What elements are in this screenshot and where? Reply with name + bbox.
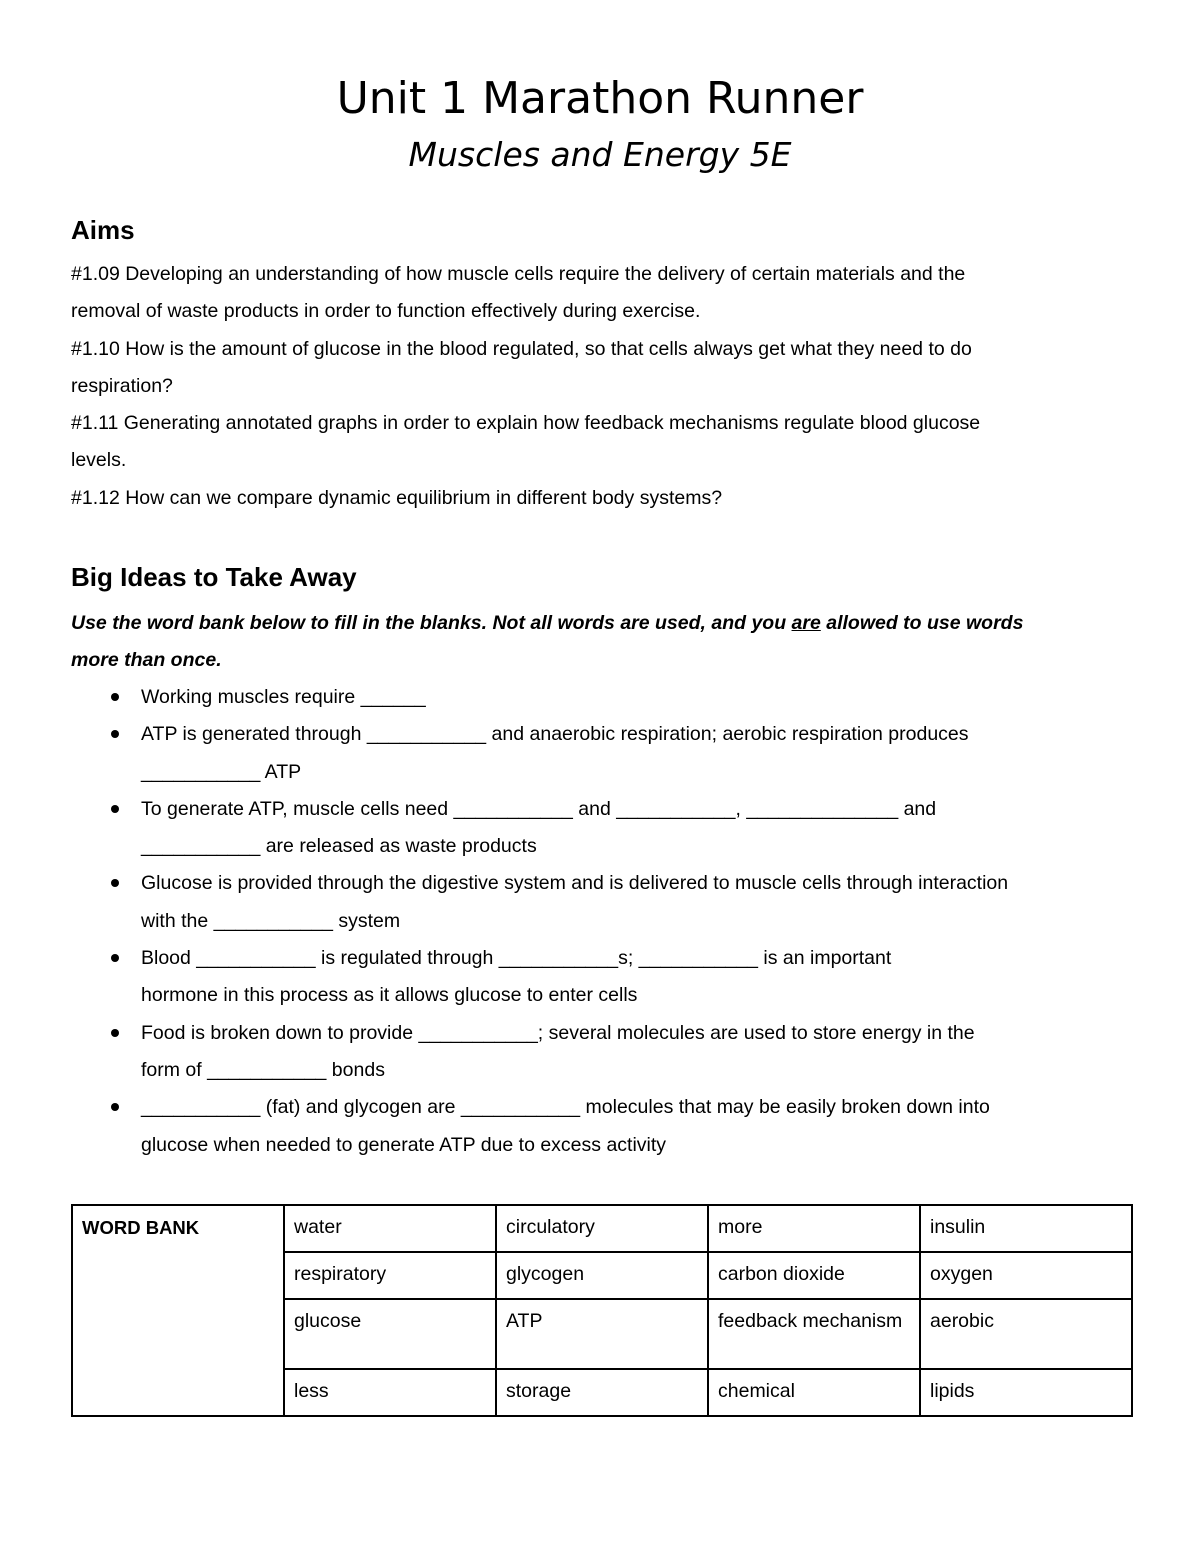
bullet-line: form of ___________ bonds [141, 1058, 385, 1081]
bullet-line: Food is broken down to provide ___________; several molecules are used to store energy in the [141, 1021, 975, 1044]
instruction-text: Use the word bank below to fill in the blanks. Not all words are used, and you [71, 612, 792, 634]
bullet-item [71, 679, 1008, 716]
aim-line: levels. [71, 449, 127, 472]
bullet-line: glucose when needed to generate ATP due to excess activity [141, 1133, 667, 1156]
aim-line: respiration? [71, 374, 173, 397]
bullet-line: Glucose is provided through the digestive system and is delivered to muscle cells through interaction [141, 872, 1009, 895]
big-ideas-heading: Big Ideas to Take Away [71, 562, 357, 592]
aim-line: #1.10 How is the amount of glucose in the blood regulated, so that cells always get what they need to do [71, 337, 972, 360]
aim-item [71, 331, 980, 406]
word-bank-cell: insulin [920, 1205, 1132, 1252]
aim-line: #1.09 Developing an understanding of how muscle cells require the delivery of certain materials and the [71, 263, 966, 285]
word-bank-cell: more [708, 1205, 920, 1252]
word-bank-cell: lipids [920, 1369, 1132, 1416]
instruction-text: allowed to use words [820, 612, 1024, 634]
word-bank-label: WORD BANK [72, 1205, 284, 1416]
aims-list [71, 256, 980, 517]
page-subtitle: Muscles and Energy 5E [408, 135, 792, 174]
word-bank-table [71, 1204, 1133, 1417]
bullet-item [71, 716, 1008, 791]
instructions [71, 605, 1023, 680]
page-title: Unit 1 Marathon Runner [336, 73, 864, 124]
bullet-line: with the ___________ system [141, 909, 401, 932]
word-bank-cell: feedback mechanism [708, 1299, 920, 1369]
instruction-text: more than once. [71, 649, 222, 672]
bullet-line: hormone in this process as it allows glucose to enter cells [141, 984, 638, 1007]
word-bank-cell: glycogen [496, 1252, 708, 1299]
bullet-item [71, 1015, 1008, 1090]
aim-line: #1.12 How can we compare dynamic equilibrium in different body systems? [71, 486, 723, 509]
word-bank-cell: circulatory [496, 1205, 708, 1252]
bullet-item [71, 940, 1008, 1015]
aims-heading: Aims [71, 215, 135, 245]
word-bank-cell: storage [496, 1369, 708, 1416]
bullet-line: To generate ATP, muscle cells need ___________ and ___________, ______________ and [141, 797, 937, 820]
bullet-icon [111, 693, 119, 701]
word-bank-cell: glucose [284, 1299, 496, 1369]
bullet-line: Working muscles require ______ [141, 686, 426, 708]
aim-item [71, 256, 980, 331]
instruction-underlined: are [791, 612, 821, 634]
word-bank-cell: carbon dioxide [708, 1252, 920, 1299]
bullet-line: ___________ (fat) and glycogen are ___________ molecules that may be easily broken down into [141, 1096, 990, 1119]
bullet-icon [111, 1029, 119, 1037]
word-bank-cell: oxygen [920, 1252, 1132, 1299]
bullet-icon [111, 805, 119, 813]
bullet-item [71, 791, 1008, 866]
fill-in-list [71, 679, 1008, 1164]
bullet-item [71, 1089, 1008, 1164]
word-bank-cell: respiratory [284, 1252, 496, 1299]
word-bank-row [72, 1205, 1132, 1252]
word-bank-cell: less [284, 1369, 496, 1416]
bullet-line: ___________ are released as waste products [141, 835, 537, 858]
bullet-line: Blood ___________ is regulated through ___________s; ___________ is an important [141, 947, 892, 970]
aim-item [71, 405, 980, 480]
bullet-item [71, 865, 1008, 940]
word-bank-cell: chemical [708, 1369, 920, 1416]
bullet-icon [111, 730, 119, 738]
bullet-icon [111, 879, 119, 887]
aim-line: removal of waste products in order to function effectively during exercise. [71, 300, 701, 323]
aim-item [71, 480, 980, 517]
bullet-line: ATP is generated through ___________ and anaerobic respiration; aerobic respiration produces [141, 723, 969, 746]
word-bank-cell: water [284, 1205, 496, 1252]
bullet-icon [111, 954, 119, 962]
word-bank-cell: aerobic [920, 1299, 1132, 1369]
word-bank-cell: ATP [496, 1299, 708, 1369]
bullet-icon [111, 1103, 119, 1111]
aim-line: #1.11 Generating annotated graphs in order to explain how feedback mechanisms regulate blood glucose [71, 412, 981, 435]
bullet-line: ___________ ATP [141, 760, 302, 783]
